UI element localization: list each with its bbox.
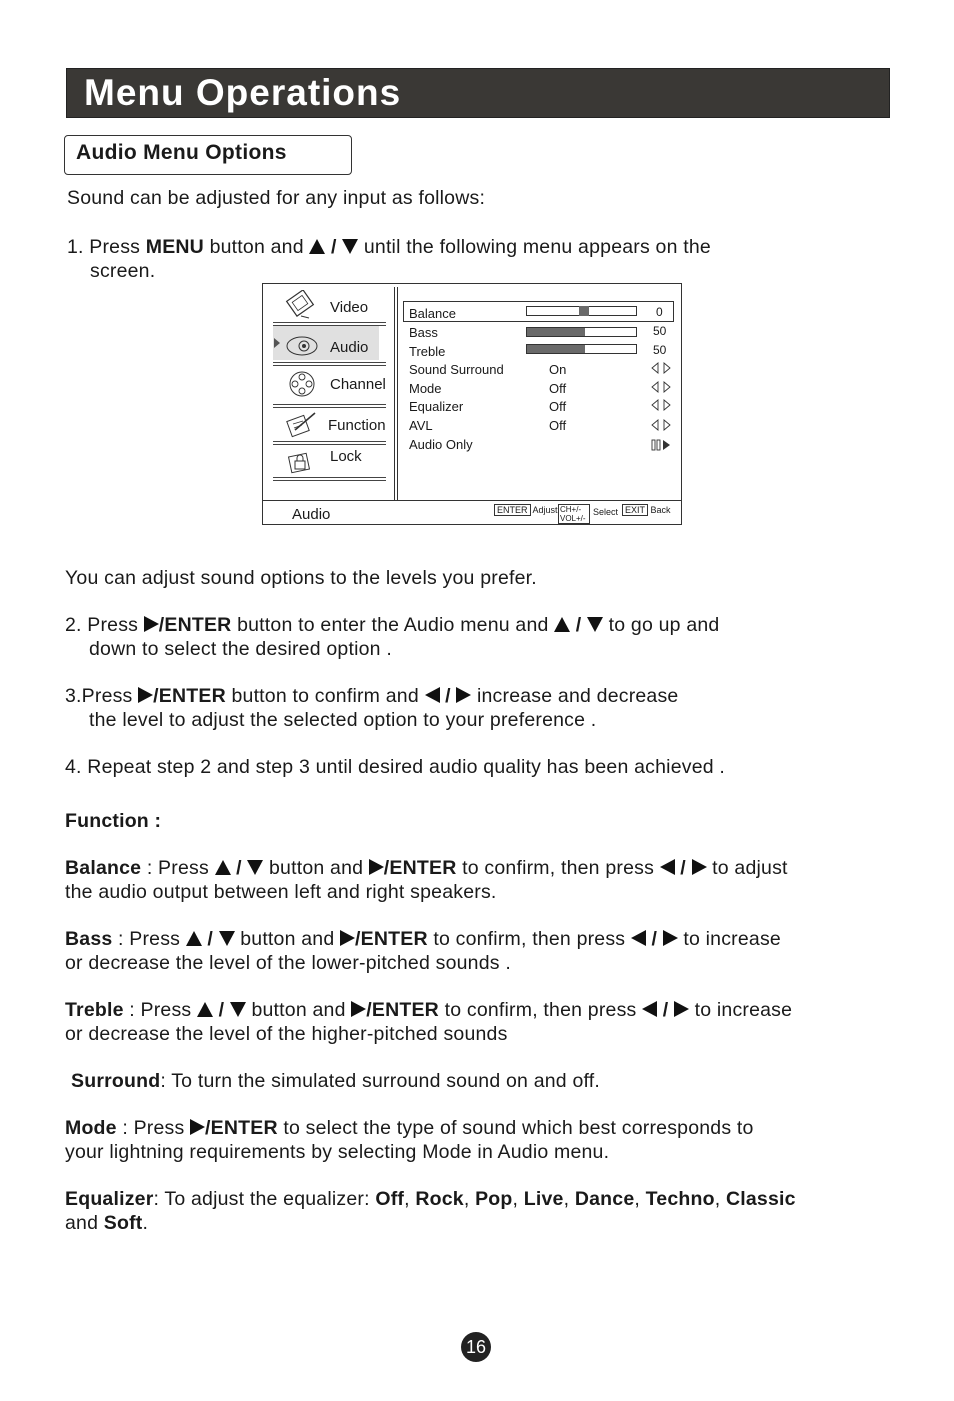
step-1: 1. Press MENU button and / until the following menu appears on the xyxy=(67,236,711,258)
bass-description-line-2: or decrease the level of the lower-pitched sounds . xyxy=(65,952,511,974)
left-arrow-icon xyxy=(660,859,675,875)
step-2-line-2: down to select the desired option . xyxy=(89,638,392,660)
ch-vol-key: CH+/- VOL+/- xyxy=(558,504,590,524)
equalizer-description: Equalizer: To adjust the equalizer: Off, Rock, Pop, Live, Dance, Techno, Classic xyxy=(65,1188,796,1210)
play-icon xyxy=(651,439,671,451)
step-2: 2. Press /ENTER button to enter the Audio menu and / to go up and xyxy=(65,614,720,636)
function-heading: Function : xyxy=(65,810,162,832)
option-mode: Mode xyxy=(409,381,442,396)
enter-key: ENTER xyxy=(494,504,531,516)
down-arrow-icon xyxy=(342,239,358,254)
right-arrow-icon xyxy=(340,930,355,946)
side-item-video: Video xyxy=(330,299,369,316)
step-3: 3.Press /ENTER button to confirm and / increase and decrease xyxy=(65,685,679,707)
treble-value: 50 xyxy=(653,343,667,357)
divider xyxy=(273,441,386,445)
selection-pointer-icon xyxy=(274,338,280,348)
divider xyxy=(394,287,395,501)
up-arrow-icon xyxy=(215,860,231,875)
bass-value: 50 xyxy=(653,324,667,338)
select-hint: Select xyxy=(593,507,619,517)
side-item-channel: Channel xyxy=(330,376,386,393)
page-title: Menu Operations xyxy=(84,72,402,113)
down-arrow-icon xyxy=(219,931,235,946)
surround-description: Surround: To turn the simulated surround sound on and off. xyxy=(71,1070,600,1092)
divider xyxy=(273,322,386,326)
adjust-note: You can adjust sound options to the levels you prefer. xyxy=(65,567,537,589)
treble-description: Treble : Press / button and /ENTER to confirm, then press / to increase xyxy=(65,999,793,1021)
intro-text: Sound can be adjusted for any input as follows: xyxy=(67,187,486,209)
pencil-icon xyxy=(285,410,319,440)
down-arrow-icon xyxy=(587,617,603,632)
option-balance: Balance xyxy=(409,306,456,321)
right-arrow-icon xyxy=(369,859,384,875)
mode-description: Mode : Press /ENTER to select the type of sound which best corresponds to xyxy=(65,1117,754,1139)
option-avl: AVL xyxy=(409,418,433,433)
option-treble: Treble xyxy=(409,344,446,359)
left-right-arrows-icon xyxy=(651,381,671,393)
balance-value: 0 xyxy=(656,305,663,319)
up-arrow-icon xyxy=(309,239,325,254)
speaker-icon xyxy=(285,334,319,358)
step-3-line-2: the level to adjust the selected option to your preference . xyxy=(89,709,597,731)
option-bass: Bass xyxy=(409,325,438,340)
side-item-audio: Audio xyxy=(330,339,369,356)
balance-description-line-2: the audio output between left and right speakers. xyxy=(65,881,497,903)
divider xyxy=(273,404,386,408)
divider xyxy=(263,500,681,501)
footer-key-hints: ENTER Adjust xyxy=(494,505,558,515)
menu-footer-title: Audio xyxy=(292,506,331,523)
lock-icon xyxy=(287,449,315,475)
sound-surround-value: On xyxy=(549,362,567,377)
tv-audio-menu xyxy=(262,283,682,525)
exit-key: EXIT xyxy=(622,504,648,516)
treble-bar xyxy=(526,344,637,354)
left-arrow-icon xyxy=(631,930,646,946)
left-right-arrows-icon xyxy=(651,399,671,411)
mode-description-line-2: your lightning requirements by selecting Mode in Audio menu. xyxy=(65,1141,610,1163)
tv-icon xyxy=(285,290,317,322)
left-right-arrows-icon xyxy=(651,362,671,374)
balance-marker xyxy=(579,306,589,316)
avl-value: Off xyxy=(549,418,567,433)
section-title-box xyxy=(64,135,352,175)
right-arrow-icon xyxy=(138,687,153,703)
header-banner xyxy=(66,68,890,118)
bass-bar xyxy=(526,327,637,337)
left-arrow-icon xyxy=(425,687,440,703)
balance-description: Balance : Press / button and /ENTER to confirm, then press / to adjust xyxy=(65,857,788,879)
treble-description-line-2: or decrease the level of the higher-pitched sounds xyxy=(65,1023,508,1045)
section-title: Audio Menu Options xyxy=(76,141,287,164)
right-arrow-icon xyxy=(456,687,471,703)
right-arrow-icon xyxy=(190,1119,205,1135)
left-arrow-icon xyxy=(642,1001,657,1017)
option-audio-only: Audio Only xyxy=(409,437,473,452)
divider xyxy=(397,287,398,501)
equalizer-value: Off xyxy=(549,399,567,414)
right-arrow-icon xyxy=(663,930,678,946)
exit-hint: EXIT Back xyxy=(622,505,671,515)
left-right-arrows-icon xyxy=(651,419,671,431)
down-arrow-icon xyxy=(247,860,263,875)
up-arrow-icon xyxy=(186,931,202,946)
divider xyxy=(273,477,386,481)
divider xyxy=(273,362,386,366)
side-item-function: Function xyxy=(328,417,386,434)
down-arrow-icon xyxy=(230,1002,246,1017)
step-4: 4. Repeat step 2 and step 3 until desired audio quality has been achieved . xyxy=(65,756,726,778)
page-number: 16 xyxy=(461,1332,491,1362)
step-1-line-2: screen. xyxy=(90,260,156,282)
up-arrow-icon xyxy=(554,617,570,632)
equalizer-description-line-2: and Soft. xyxy=(65,1212,149,1234)
option-equalizer: Equalizer xyxy=(409,399,464,414)
up-arrow-icon xyxy=(197,1002,213,1017)
bass-description: Bass : Press / button and /ENTER to confirm, then press / to increase xyxy=(65,928,781,950)
right-arrow-icon xyxy=(692,859,707,875)
option-sound-surround: Sound Surround xyxy=(409,362,504,377)
right-arrow-icon xyxy=(351,1001,366,1017)
film-reel-icon xyxy=(287,369,317,399)
side-item-lock: Lock xyxy=(330,448,362,465)
right-arrow-icon xyxy=(674,1001,689,1017)
mode-value: Off xyxy=(549,381,567,396)
right-arrow-icon xyxy=(144,616,159,632)
